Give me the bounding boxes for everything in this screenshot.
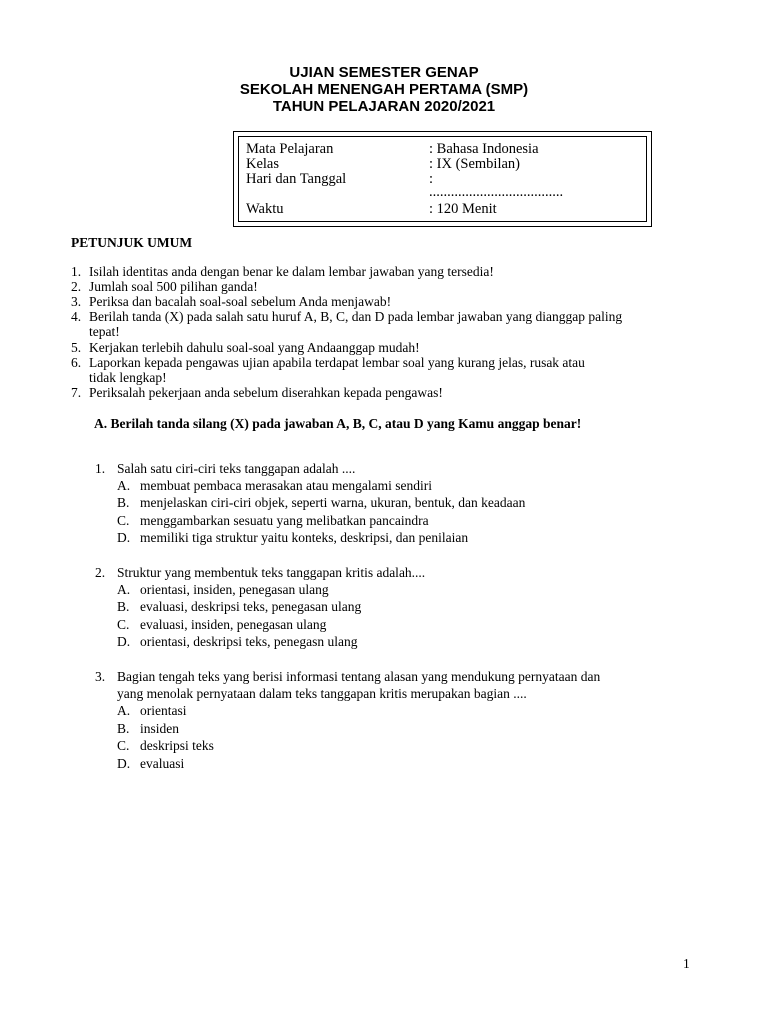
option-text: orientasi, deskripsi teks, penegasn ulang [140, 634, 358, 649]
question-text: yang menolak pernyataan dalam teks tanggapan kritis merupakan bagian .... [117, 686, 527, 701]
option-text: orientasi, insiden, penegasan ulang [140, 582, 329, 597]
option-text: menjelaskan ciri-ciri objek, seperti warna, ukuran, bentuk, dan keadaan [140, 495, 526, 510]
academic-year: TAHUN PELAJARAN 2020/2021 [272, 98, 496, 115]
question-number: 2. [95, 565, 106, 580]
instruction-number: 3. [71, 294, 82, 309]
instruction-text: Jumlah soal 500 pilihan ganda! [89, 279, 258, 294]
identity-value-subject: : Bahasa Indonesia [429, 141, 539, 157]
option-letter: B. [117, 495, 130, 510]
instruction-number: 4. [71, 309, 82, 324]
question-number: 1. [95, 461, 106, 476]
option-text: menggambarkan sesuatu yang melibatkan pancaindra [140, 513, 429, 528]
option-letter: B. [117, 721, 130, 736]
instruction-text: tidak lengkap! [89, 370, 167, 385]
instruction-text: Kerjakan terlebih dahulu soal-soal yang Andaanggap mudah! [89, 340, 420, 355]
option-letter: C. [117, 513, 130, 528]
option-text: memiliki tiga struktur yaitu konteks, deskripsi, dan penilaian [140, 530, 469, 545]
instructions-heading: PETUNJUK UMUM [71, 235, 193, 250]
identity-label-time: Waktu [246, 201, 284, 217]
option-letter: C. [117, 738, 130, 753]
option-letter: A. [117, 582, 131, 597]
instruction-text: Isilah identitas anda dengan benar ke dalam lembar jawaban yang tersedia! [89, 264, 494, 279]
section-a-instruction: A. Berilah tanda silang (X) pada jawaban A, B, C, atau D yang Kamu anggap benar! [94, 416, 582, 431]
option-text: evaluasi [140, 756, 185, 771]
identity-label-date: Hari dan Tanggal [246, 171, 347, 187]
option-text: deskripsi teks [140, 738, 214, 753]
option-letter: D. [117, 634, 131, 649]
instruction-text: tepat! [89, 324, 120, 339]
identity-label-class: Kelas [246, 156, 280, 172]
school-level: SEKOLAH MENENGAH PERTAMA (SMP) [239, 81, 529, 98]
option-text: orientasi [140, 703, 187, 718]
instruction-number: 2. [71, 279, 82, 294]
option-letter: D. [117, 530, 131, 545]
instruction-number: 5. [71, 340, 82, 355]
option-letter: A. [117, 703, 131, 718]
identity-date-dots: ..................................... [429, 184, 564, 200]
exam-title: UJIAN SEMESTER GENAP [289, 64, 479, 81]
option-text: membuat pembaca merasakan atau mengalami sendiri [140, 478, 433, 493]
question-text: Salah satu ciri-ciri teks tanggapan adalah .... [117, 461, 356, 476]
identity-value-class: : IX (Sembilan) [429, 156, 521, 172]
instruction-text: Periksa dan bacalah soal-soal sebelum Anda menjawab! [89, 294, 392, 309]
instruction-text: Berilah tanda (X) pada salah satu huruf A, B, C, dan D pada lembar jawaban yang dianggap paling [89, 309, 623, 324]
option-letter: C. [117, 617, 130, 632]
identity-value-date: : [429, 171, 434, 187]
identity-box [233, 131, 652, 227]
identity-box-inner [238, 136, 647, 222]
instruction-text: Laporkan kepada pengawas ujian apabila terdapat lembar soal yang kurang jelas, rusak atau [89, 355, 585, 370]
option-text: evaluasi, deskripsi teks, penegasan ulang [140, 599, 362, 614]
question-number: 3. [95, 669, 106, 684]
question-text: Struktur yang membentuk teks tanggapan kritis adalah.... [117, 565, 426, 580]
option-letter: D. [117, 756, 131, 771]
instruction-number: 7. [71, 385, 82, 400]
identity-label-subject: Mata Pelajaran [246, 141, 334, 157]
instruction-number: 1. [71, 264, 82, 279]
instruction-number: 6. [71, 355, 82, 370]
page-number: 1 [683, 956, 690, 971]
instruction-text: Periksalah pekerjaan anda sebelum diserahkan kepada pengawas! [89, 385, 443, 400]
option-text: insiden [140, 721, 179, 736]
identity-value-time: : 120 Menit [429, 201, 497, 217]
option-letter: A. [117, 478, 131, 493]
option-letter: B. [117, 599, 130, 614]
option-text: evaluasi, insiden, penegasan ulang [140, 617, 327, 632]
question-text: Bagian tengah teks yang berisi informasi tentang alasan yang mendukung pernyataan dan [117, 669, 601, 684]
